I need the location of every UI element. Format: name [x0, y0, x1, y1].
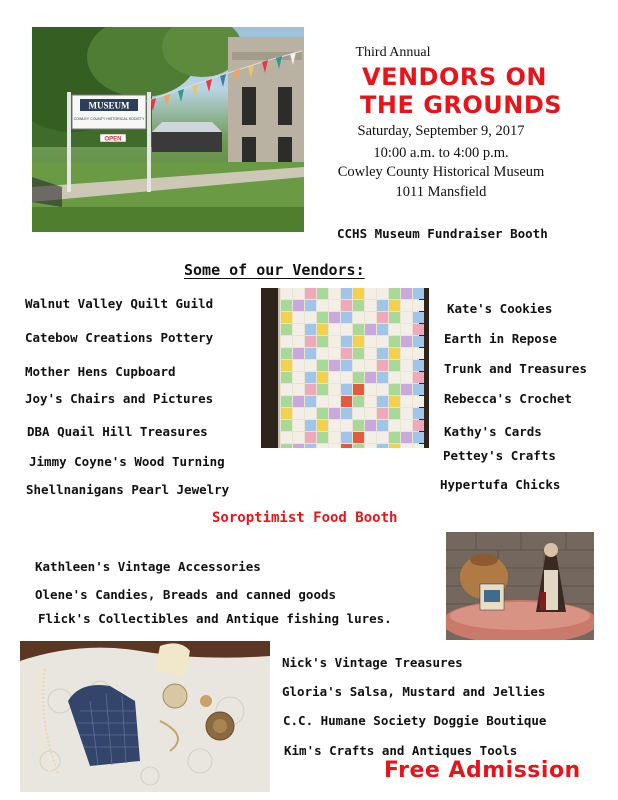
quilt-patch [317, 288, 328, 299]
quilt-patch [413, 324, 424, 335]
quilt-patch [353, 444, 364, 448]
quilt-patch [353, 408, 364, 419]
food-booth: Soroptimist Food Booth [212, 510, 398, 526]
quilt-patch [329, 444, 340, 448]
quilt-patch [401, 336, 412, 347]
jewelry-photo-art [20, 641, 270, 792]
quilt-patch [293, 336, 304, 347]
quilt-patch [413, 312, 424, 323]
quilt-patch [389, 384, 400, 395]
quilt-patch [329, 336, 340, 347]
quilt-patch [281, 432, 292, 443]
vendor-left-1: Walnut Valley Quilt Guild [25, 296, 214, 311]
quilt-patch [353, 372, 364, 383]
quilt-patch [341, 360, 352, 371]
vendors-heading: Some of our Vendors: [184, 261, 365, 279]
quilt-patch [281, 360, 292, 371]
quilt-patch [353, 348, 364, 359]
quilt-patch [281, 396, 292, 407]
quilt-patch [305, 420, 316, 431]
free-admission: Free Admission [384, 758, 581, 783]
crochet-photo [446, 532, 594, 640]
vendor-bottom-1: Nick's Vintage Treasures [282, 655, 463, 670]
quilt-patch [281, 348, 292, 359]
quilt-patch [329, 360, 340, 371]
vendor-middle-3: Flick's Collectibles and Antique fishing lures. [38, 611, 392, 626]
quilt-patch [281, 312, 292, 323]
quilt-patch [305, 372, 316, 383]
quilt-patch [377, 324, 388, 335]
quilt-patch [341, 396, 352, 407]
quilt-patch [341, 408, 352, 419]
quilt-patch [293, 408, 304, 419]
quilt-patch [389, 288, 400, 299]
quilt-patch [365, 384, 376, 395]
quilt-patch [377, 444, 388, 448]
quilt-patch [341, 312, 352, 323]
quilt-patch [401, 348, 412, 359]
quilt-patch [377, 396, 388, 407]
jewelry-photo [20, 641, 270, 792]
quilt-patch [365, 396, 376, 407]
quilt-patch [353, 336, 364, 347]
quilt-patch [329, 348, 340, 359]
quilt-patch [401, 360, 412, 371]
quilt-patch [365, 300, 376, 311]
quilt-patch [377, 312, 388, 323]
quilt-patch [365, 432, 376, 443]
quilt-patch [329, 384, 340, 395]
quilt-patch [317, 336, 328, 347]
quilt-patch [281, 420, 292, 431]
quilt-patch [341, 384, 352, 395]
quilt-patch [401, 420, 412, 431]
quilt-patch [401, 408, 412, 419]
quilt-patch [413, 408, 424, 419]
quilt-patch [293, 432, 304, 443]
quilt-patch [389, 336, 400, 347]
quilt-patch [401, 396, 412, 407]
event-time: 10:00 a.m. to 4:00 p.m. [373, 145, 509, 161]
quilt-patch [329, 432, 340, 443]
quilt-patch [389, 348, 400, 359]
quilt-patch [353, 432, 364, 443]
quilt-patch [341, 420, 352, 431]
quilt-patch [293, 324, 304, 335]
quilt-patch [389, 444, 400, 448]
quilt-patch [413, 348, 424, 359]
museum-photo [32, 27, 304, 232]
quilt-patch [365, 420, 376, 431]
quilt-patch [377, 432, 388, 443]
quilt-patch [413, 384, 424, 395]
quilt-patch [305, 360, 316, 371]
quilt-patch [329, 324, 340, 335]
vendor-left-6: Jimmy Coyne's Wood Turning [29, 454, 225, 469]
crochet-photo-art [446, 532, 594, 640]
museum-sign-text: MUSEUM [88, 100, 130, 111]
quilt-patch [413, 360, 424, 371]
quilt-patch [353, 420, 364, 431]
quilt-patch [317, 408, 328, 419]
quilt-patch [365, 444, 376, 448]
quilt-patch [353, 312, 364, 323]
quilt-patch [389, 300, 400, 311]
quilt-patch [305, 432, 316, 443]
event-address: 1011 Mansfield [395, 184, 487, 200]
quilt-patch [293, 420, 304, 431]
quilt-patch [401, 432, 412, 443]
quilt-patch [305, 300, 316, 311]
vendor-right-3: Trunk and Treasures [444, 361, 587, 376]
quilt-patch [341, 444, 352, 448]
quilt-patch [341, 348, 352, 359]
quilt-patch [341, 372, 352, 383]
vendor-bottom-2: Gloria's Salsa, Mustard and Jellies [282, 684, 546, 699]
quilt-patch [281, 300, 292, 311]
vendor-right-4: Rebecca's Crochet [444, 391, 572, 406]
quilt-patch [329, 408, 340, 419]
quilt-patch [329, 288, 340, 299]
quilt-patch [293, 372, 304, 383]
quilt-photo [261, 288, 429, 448]
quilt-patch [317, 372, 328, 383]
quilt-patch [377, 420, 388, 431]
vendor-left-3: Mother Hens Cupboard [25, 364, 176, 379]
quilt-patch [389, 396, 400, 407]
quilt-patch [329, 396, 340, 407]
quilt-patch [377, 288, 388, 299]
event-date: Saturday, September 9, 2017 [357, 123, 525, 139]
quilt-patch [293, 348, 304, 359]
quilt-patch [317, 312, 328, 323]
quilt-patch [377, 408, 388, 419]
quilt-patch [365, 348, 376, 359]
quilt-patch [293, 300, 304, 311]
event-title-line1: VENDORS ON [362, 63, 547, 91]
event-venue: Cowley County Historical Museum [337, 164, 545, 180]
quilt-patch [341, 432, 352, 443]
quilt-patch [317, 444, 328, 448]
event-title-line2: THE GROUNDS [360, 91, 563, 119]
quilt-patch [401, 384, 412, 395]
quilt-patch [281, 408, 292, 419]
quilt-patch [389, 372, 400, 383]
vendor-middle-2: Olene's Candies, Breads and canned goods [35, 587, 337, 602]
quilt-patch [305, 348, 316, 359]
quilt-patch [377, 384, 388, 395]
quilt-patch [413, 372, 424, 383]
quilt-photo-art [261, 288, 429, 448]
quilt-patch [305, 408, 316, 419]
quilt-patch [293, 396, 304, 407]
quilt-patch [413, 396, 424, 407]
vendor-right-6: Pettey's Crafts [443, 448, 556, 463]
vendor-left-2: Catebow Creations Pottery [25, 330, 214, 345]
quilt-patch [413, 444, 424, 448]
museum-photo-art [32, 27, 304, 232]
quilt-patch [365, 408, 376, 419]
quilt-patch [389, 312, 400, 323]
quilt-patch [389, 324, 400, 335]
vendor-left-7: Shellnanigans Pearl Jewelry [26, 482, 230, 497]
vendor-bottom-4: Kim's Crafts and Antiques Tools [284, 743, 518, 758]
vendor-right-5: Kathy's Cards [444, 424, 542, 439]
quilt-patch [305, 288, 316, 299]
quilt-patch [281, 288, 292, 299]
quilt-patch [401, 300, 412, 311]
fundraiser-booth: CCHS Museum Fundraiser Booth [337, 226, 548, 241]
vendor-bottom-3: C.C. Humane Society Doggie Boutique [283, 713, 547, 728]
quilt-patch [353, 324, 364, 335]
quilt-patch [317, 300, 328, 311]
quilt-patch [377, 336, 388, 347]
quilt-patch [353, 396, 364, 407]
quilt-patch [401, 444, 412, 448]
quilt-patch [317, 432, 328, 443]
vendor-left-5: DBA Quail Hill Treasures [27, 424, 208, 439]
vendor-right-7: Hypertufa Chicks [440, 477, 561, 492]
quilt-patch [353, 288, 364, 299]
quilt-patch [305, 396, 316, 407]
quilt-patch [341, 288, 352, 299]
quilt-patch [353, 384, 364, 395]
museum-sign-subtext: COWLEY COUNTY HISTORICAL SOCIETY [73, 117, 145, 121]
quilt-patch [293, 288, 304, 299]
quilt-patch [305, 324, 316, 335]
quilt-patch [329, 300, 340, 311]
open-sign-text: OPEN [104, 136, 122, 143]
quilt-patch [293, 312, 304, 323]
quilt-patch [401, 324, 412, 335]
quilt-patch [317, 396, 328, 407]
quilt-patch [365, 312, 376, 323]
quilt-patch [341, 300, 352, 311]
quilt-patch [389, 432, 400, 443]
quilt-patch [281, 324, 292, 335]
quilt-patch [329, 372, 340, 383]
quilt-patch [293, 444, 304, 448]
quilt-patch [365, 324, 376, 335]
vendor-left-4: Joy's Chairs and Pictures [25, 391, 214, 406]
quilt-patch [401, 312, 412, 323]
quilt-patch [365, 360, 376, 371]
quilt-patch [365, 336, 376, 347]
quilt-patch [377, 348, 388, 359]
quilt-patch [341, 336, 352, 347]
quilt-patch [365, 372, 376, 383]
quilt-patch [305, 312, 316, 323]
quilt-patch [413, 288, 424, 299]
quilt-patch [293, 360, 304, 371]
quilt-patch [389, 420, 400, 431]
quilt-patch [305, 444, 316, 448]
quilt-patch [329, 312, 340, 323]
quilt-patch [317, 324, 328, 335]
vendor-right-2: Earth in Repose [444, 331, 557, 346]
quilt-patch [281, 444, 292, 448]
quilt-patch [281, 384, 292, 395]
quilt-patch [389, 360, 400, 371]
quilt-patch [377, 300, 388, 311]
quilt-patch [305, 336, 316, 347]
quilt-patch [317, 420, 328, 431]
event-subtitle: Third Annual [355, 45, 431, 60]
quilt-patch [317, 384, 328, 395]
quilt-patch [401, 372, 412, 383]
quilt-patch [377, 360, 388, 371]
quilt-patch [329, 420, 340, 431]
quilt-patch [377, 372, 388, 383]
quilt-patch [317, 360, 328, 371]
vendor-right-1: Kate's Cookies [447, 301, 553, 316]
quilt-patch [401, 288, 412, 299]
quilt-patch [317, 348, 328, 359]
quilt-patch [281, 372, 292, 383]
quilt-patch [341, 324, 352, 335]
quilt-patch [413, 432, 424, 443]
quilt-patch [353, 300, 364, 311]
quilt-patch [281, 336, 292, 347]
quilt-patch [389, 408, 400, 419]
vendor-middle-1: Kathleen's Vintage Accessories [35, 559, 261, 574]
quilt-patch [413, 300, 424, 311]
quilt-patch [305, 384, 316, 395]
quilt-patch [413, 336, 424, 347]
quilt-patch [353, 360, 364, 371]
quilt-patch [293, 384, 304, 395]
quilt-patch [413, 420, 424, 431]
quilt-patch [365, 288, 376, 299]
